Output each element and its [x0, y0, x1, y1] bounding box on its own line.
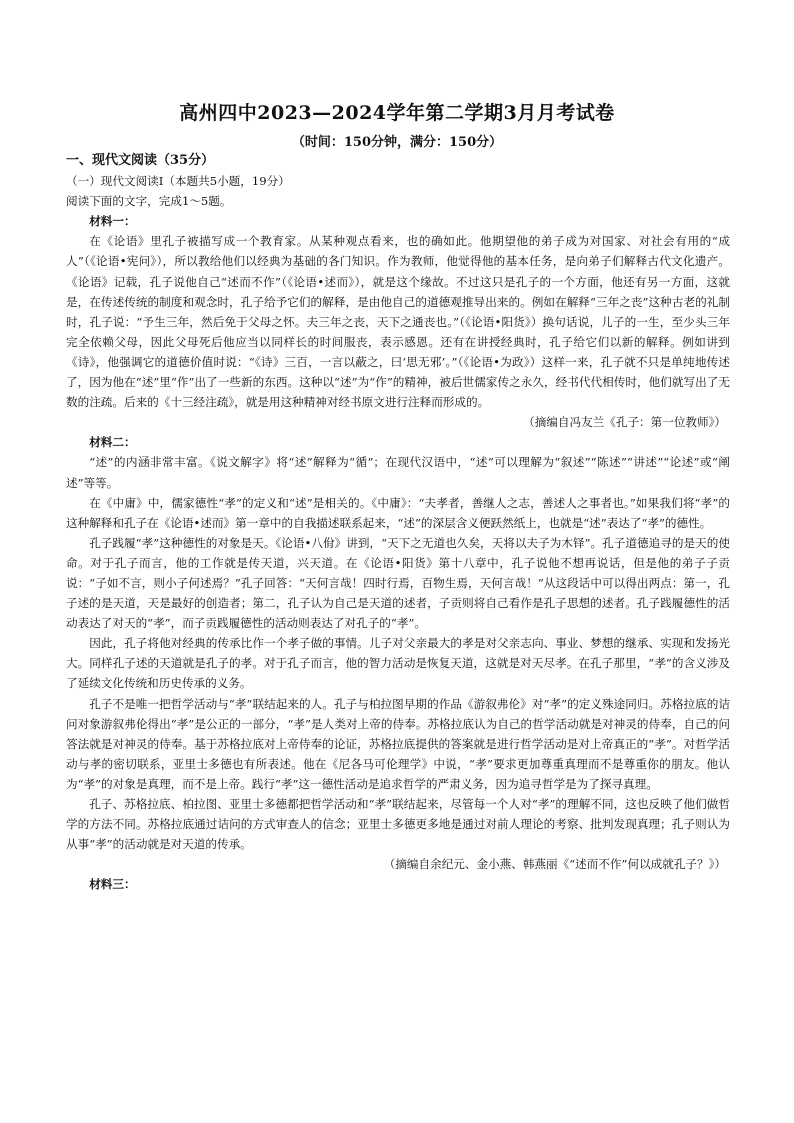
material-2-label: 材料二： — [89, 435, 136, 450]
material-1-label: 材料一： — [89, 214, 136, 229]
material-2-paragraph: 孔子不是唯一把哲学活动与“孝”联结起来的人。孔子与柏拉图早期的作品《游叙弗伦》对“孝”的定义殊途同归。苏格拉底的诘问对象游叙弗伦得出“孝”是公正的一部分，“孝”是人类对上帝的侍奉。苏格拉底认为自己的哲学活动就是对神灵的侍奉，自己的问答法就是对神灵的侍奉。基于苏格拉底对上帝侍奉的论证，苏格拉底提供的答案就是进行哲学活动是对上帝真正的“孝”。对哲学活动与孝的密切联系，亚里士多德也有所表述。他在《尼各马可伦理学》中说，“孝”要求更加尊重真理而不是尊重你的朋友。他认为“孝”的对象是真理，而不是上帝。践行“孝”这一德性活动是追求哲学的严肃义务，因为追寻哲学是为了探寻真理。 — [66, 696, 730, 791]
material-2-source: （摘编自余纪元、金小燕、韩燕丽《“述而不作”何以成就孔子？》） — [383, 857, 726, 872]
exam-subtitle: （时间：150分钟，满分：150分） — [291, 135, 503, 150]
sub-section-heading: （一）现代文阅读Ⅰ（本题共5小题，19分） — [66, 174, 290, 189]
material-2-paragraph: “述”的内涵非常丰富。《说文解字》将“述”解释为“循”；在现代汉语中，“述”可以理解为“叙述”“陈述”“讲述”“论述”或“阐述”等等。 — [66, 455, 730, 490]
reading-instruction: 阅读下面的文字，完成1～5题。 — [66, 194, 232, 209]
material-2-paragraph: 在《中庸》中，儒家德性“孝”的定义和“述”是相关的。《中庸》：“夫孝者，善继人之志，善述人之事者也。”如果我们将“孝”的这种解释和孔子在《论语•述而》第一章中的自我描述联系起来，“述”的深层含义便跃然纸上，也就是“述”表达了“孝”的德性。 — [66, 495, 730, 530]
section-heading: 一、现代文阅读（35分） — [66, 153, 215, 168]
material-1-source: （摘编自冯友兰《孔子：第一位教师》） — [523, 415, 726, 430]
material-2-paragraph: 孔子践履“孝”这种德性的对象是天。《论语•八佾》讲到，“天下之无道也久矣，天将以夫子为木铎”。孔子道德追寻的是天的使命。对于孔子而言，他的工作就是传天道，兴天道。在《论语•阳货》第十八章中，孔子说他不想再说话，但是他的弟子子贡说：“子如不言，则小子何述焉？”孔子回答：“天何言哉！四时行焉，百物生焉，天何言哉！”从这段话中可以得出两点：第一，孔子述的是天道，天是最好的创造者；第二，孔子认为自己是天道的述者，子贡则将自己看作是孔子思想的述者。孔子践履德性的活动表达了对天的“孝”，而子贡践履德性的活动则表达了对孔子的“孝”。 — [66, 535, 730, 631]
material-2-paragraph: 孔子、苏格拉底、柏拉图、亚里士多德都把哲学活动和“孝”联结起来，尽管每一个人对“孝”的理解不同，这也反映了他们做哲学的方法不同。苏格拉底通过诘问的方式审查人的信念；亚里士多德更多地是通过对前人理论的考察、批判发现真理；孔子则认为从事“孝”的活动就是对天道的传承。 — [66, 797, 730, 852]
exam-content — [66, 151, 730, 894]
material-3-label: 材料三： — [89, 877, 136, 892]
exam-title: 高州四中2023—2024学年第二学期3月月考试卷 — [179, 102, 615, 124]
material-1-paragraph: 在《论语》里孔子被描写成一个教育家。从某种观点看来，也的确如此。他期望他的弟子成为对国家、对社会有用的“成人”（《论语•宪问》），所以教给他们以经典为基础的各门知识。作为教师，他觉得他的基本任务，是向弟子们解释古代文化遗产。《论语》记载，孔子说他自己“述而不作”（《论语•述而》），就是这个缘故。不过这只是孔子的一个方面，他还有另一方面，这就是，在传述传统的制度和观念时，孔子给予它们的解释，是由他自己的道德观推导出来的。例如在解释“三年之丧”这种古老的礼制时，孔子说：“予生三年，然后免于父母之怀。夫三年之丧，天下之通丧也。”（《论语•阳货》）换句话说，儿子的一生，至少头三年完全依赖父母，因此父母死后他应当以同样长的时间服丧，表示感恩。还有在讲授经典时，孔子给它们以新的解释。例如讲到《诗》，他强调它的道德价值时说：“《诗》三百，一言以蔽之，曰‘思无邪’。”（《论语•为政》）这样一来，孔子就不只是单纯地传述了，因为他在“述”里“作”出了一些新的东西。这种以“述”为“作”的精神，被后世儒家传之永久，经书代代相传时，他们就写出了无数的注疏。后来的《十三经注疏》，就是用这种精神对经书原文进行注释而形成的。 — [66, 234, 730, 410]
material-2-paragraph: 因此，孔子将他对经典的传承比作一个孝子做的事情。儿子对父亲最大的孝是对父亲志向、事业、梦想的继承、实现和发扬光大。同样孔子述的天道就是孔子的孝。对于孔子而言，他的智力活动是恢复天道，这就是对天尽孝。在孔子那里，“孝”的含义涉及了延续文化传统和历史传承的义务。 — [66, 636, 730, 691]
